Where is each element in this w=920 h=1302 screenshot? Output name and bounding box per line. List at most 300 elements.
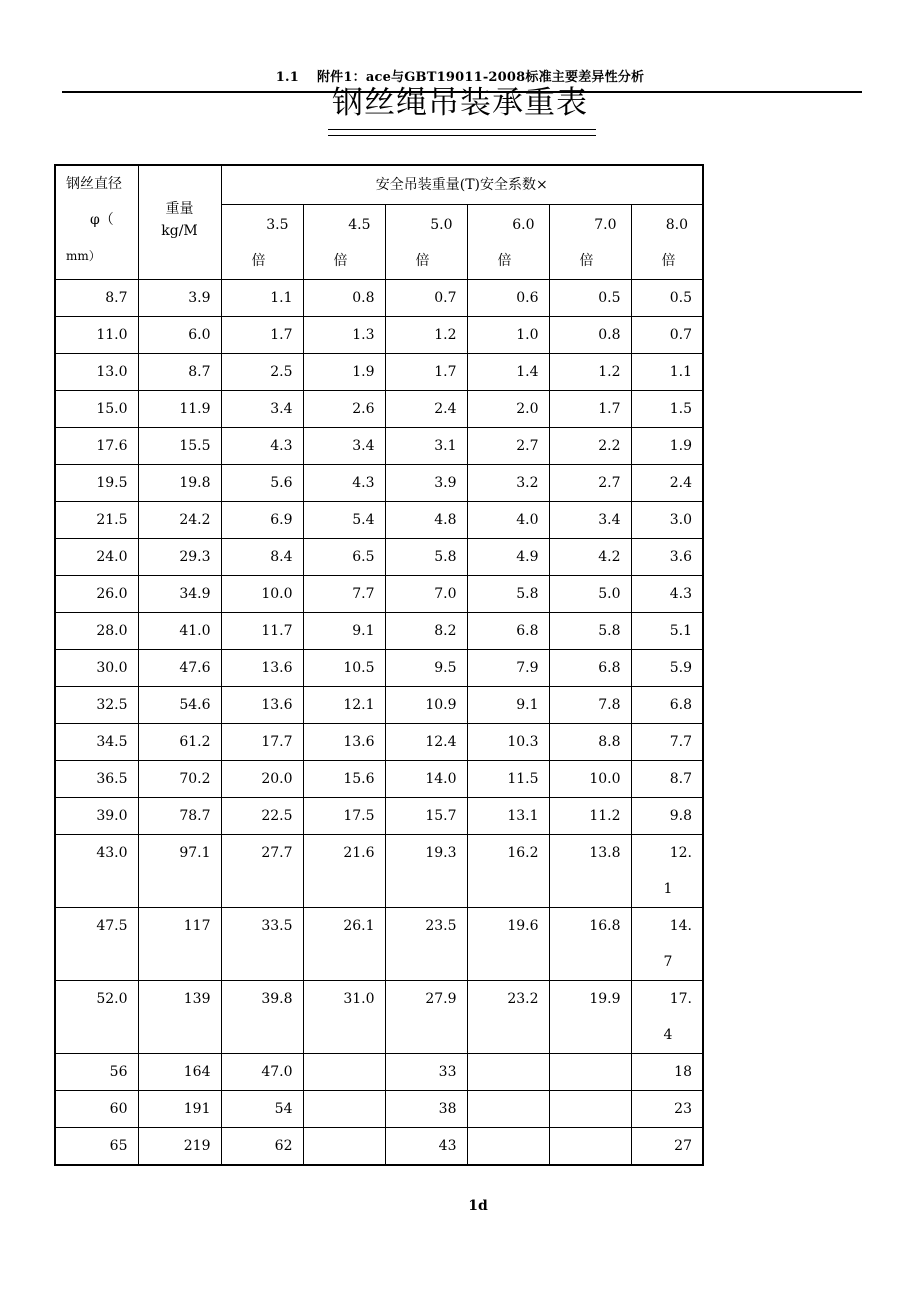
load-cell-value: 23.2 <box>507 991 539 1007</box>
diameter-cell-value: 47.5 <box>96 918 128 934</box>
header-factor-suffix: 倍 <box>333 253 348 269</box>
table-row <box>55 1091 703 1128</box>
load-cell-value: 3.4 <box>598 512 621 528</box>
load-cell-value: 0.8 <box>352 290 375 306</box>
load-cell-value: 21.6 <box>343 845 375 861</box>
load-cell-value: 8.8 <box>598 734 621 750</box>
load-cell-value: 43 <box>438 1138 457 1154</box>
load-cell <box>631 576 703 613</box>
load-table <box>54 164 704 1166</box>
header-group-label: 安全吊装重量(T)安全系数× <box>375 177 548 193</box>
load-cell-value: 0.7 <box>669 327 692 343</box>
weight-cell-value: 191 <box>183 1101 211 1117</box>
load-cell <box>631 428 703 465</box>
load-cell <box>467 761 549 798</box>
load-cell <box>631 502 703 539</box>
load-cell-value: 8.7 <box>669 771 692 787</box>
weight-cell <box>138 1054 221 1091</box>
weight-cell <box>138 280 221 317</box>
header-factor-cell <box>549 205 631 280</box>
diameter-cell <box>55 280 138 317</box>
load-cell <box>221 539 303 576</box>
diameter-cell-value: 26.0 <box>96 586 128 602</box>
table-row <box>55 465 703 502</box>
weight-cell <box>138 1128 221 1166</box>
load-cell <box>303 1128 385 1166</box>
diameter-cell-value: 11.0 <box>96 327 128 343</box>
load-cell <box>303 724 385 761</box>
load-cell-value: 3.1 <box>434 438 457 454</box>
load-cell-value: 27.9 <box>425 991 457 1007</box>
weight-cell <box>138 981 221 1054</box>
header-text: 附件1：ace与GBT19011-2008标准主要差异性分析 <box>316 70 645 85</box>
load-cell <box>303 317 385 354</box>
load-cell <box>549 761 631 798</box>
load-cell-value: 5.4 <box>352 512 375 528</box>
load-cell <box>549 650 631 687</box>
load-cell-value: 0.7 <box>434 290 457 306</box>
weight-cell-value: 34.9 <box>179 586 211 602</box>
load-cell <box>385 835 467 908</box>
load-cell-value: 4.3 <box>270 438 293 454</box>
load-cell-value: 1.7 <box>270 327 293 343</box>
diameter-cell <box>55 539 138 576</box>
load-cell <box>549 465 631 502</box>
load-cell <box>631 539 703 576</box>
load-cell-value: 15.7 <box>425 808 457 824</box>
load-cell-value: 2.7 <box>516 438 539 454</box>
load-cell-value: 38 <box>438 1101 457 1117</box>
load-cell-value: 23.5 <box>425 918 457 934</box>
load-cell <box>467 650 549 687</box>
weight-cell <box>138 798 221 835</box>
diameter-cell <box>55 502 138 539</box>
header-factor-suffix: 倍 <box>497 253 512 269</box>
weight-cell-value: 6.0 <box>188 327 211 343</box>
load-cell <box>303 1091 385 1128</box>
diameter-cell <box>55 687 138 724</box>
load-cell-value: 1.1 <box>270 290 293 306</box>
load-cell <box>385 576 467 613</box>
load-cell-value-part2: 1 <box>663 881 673 897</box>
table-row <box>55 391 703 428</box>
weight-cell-value: 78.7 <box>179 808 211 824</box>
load-cell <box>221 576 303 613</box>
load-cell-value: 1.3 <box>352 327 375 343</box>
load-cell-value: 33.5 <box>261 918 293 934</box>
diameter-cell <box>55 613 138 650</box>
load-cell <box>549 835 631 908</box>
load-cell <box>303 465 385 502</box>
table-row <box>55 908 703 981</box>
load-cell <box>221 687 303 724</box>
load-cell-value: 6.5 <box>352 549 375 565</box>
diameter-cell-value: 52.0 <box>96 991 128 1007</box>
load-cell-value: 7.9 <box>516 660 539 676</box>
load-cell <box>467 317 549 354</box>
load-cell <box>467 539 549 576</box>
diameter-cell <box>55 798 138 835</box>
weight-cell-value: 47.6 <box>179 660 211 676</box>
weight-cell-value: 8.7 <box>188 364 211 380</box>
load-cell <box>549 981 631 1054</box>
load-cell-value: 2.2 <box>598 438 621 454</box>
load-cell-value: 2.7 <box>598 475 621 491</box>
diameter-cell <box>55 391 138 428</box>
load-cell-value: 17.7 <box>261 734 293 750</box>
header-factor-cell <box>221 205 303 280</box>
load-cell <box>549 798 631 835</box>
load-cell-value: 12.4 <box>425 734 457 750</box>
load-cell <box>385 539 467 576</box>
load-cell <box>631 280 703 317</box>
load-cell-value: 9.1 <box>516 697 539 713</box>
load-cell-value-part1: 17. <box>669 991 692 1007</box>
diameter-cell-value: 8.7 <box>105 290 128 306</box>
load-cell-value: 5.6 <box>270 475 293 491</box>
load-cell-value: 5.1 <box>669 623 692 639</box>
load-cell <box>221 502 303 539</box>
load-cell-value: 2.6 <box>352 401 375 417</box>
load-cell-value: 10.0 <box>261 586 293 602</box>
diameter-cell <box>55 576 138 613</box>
load-cell <box>467 576 549 613</box>
load-cell <box>631 724 703 761</box>
table-row <box>55 502 703 539</box>
load-cell <box>303 650 385 687</box>
load-cell-value: 1.5 <box>669 401 692 417</box>
weight-cell-value: 54.6 <box>179 697 211 713</box>
load-cell-value: 1.4 <box>516 364 539 380</box>
load-cell-value: 19.6 <box>507 918 539 934</box>
load-cell <box>467 981 549 1054</box>
load-cell-value: 4.3 <box>352 475 375 491</box>
table-row <box>55 576 703 613</box>
load-cell <box>385 502 467 539</box>
table-row <box>55 613 703 650</box>
load-cell <box>385 613 467 650</box>
weight-cell <box>138 613 221 650</box>
load-cell <box>467 835 549 908</box>
load-cell-value: 62 <box>274 1138 293 1154</box>
diameter-cell <box>55 835 138 908</box>
load-cell <box>385 1128 467 1166</box>
weight-cell <box>138 391 221 428</box>
table-row <box>55 428 703 465</box>
load-cell-value: 16.2 <box>507 845 539 861</box>
load-cell-value: 5.0 <box>598 586 621 602</box>
table-row <box>55 981 703 1054</box>
page-title: 钢丝绳吊装承重表 <box>332 85 588 121</box>
load-cell-value: 3.9 <box>434 475 457 491</box>
load-cell <box>385 391 467 428</box>
load-cell <box>385 650 467 687</box>
header-factor-value: 5.0 <box>430 217 453 233</box>
load-cell <box>385 908 467 981</box>
diameter-cell-value: 39.0 <box>96 808 128 824</box>
load-cell <box>467 280 549 317</box>
load-cell-value: 3.4 <box>270 401 293 417</box>
load-cell <box>467 1091 549 1128</box>
load-cell <box>549 576 631 613</box>
diameter-cell-value: 15.0 <box>96 401 128 417</box>
load-cell-value: 31.0 <box>343 991 375 1007</box>
load-cell-value: 5.8 <box>598 623 621 639</box>
weight-cell-value: 3.9 <box>188 290 211 306</box>
load-cell <box>221 465 303 502</box>
weight-cell <box>138 687 221 724</box>
load-cell-value: 0.5 <box>598 290 621 306</box>
table-row <box>55 280 703 317</box>
load-cell-value: 7.0 <box>434 586 457 602</box>
diameter-cell-value: 19.5 <box>96 475 128 491</box>
load-cell-value: 5.9 <box>669 660 692 676</box>
load-cell-value: 27 <box>674 1138 692 1154</box>
load-cell <box>549 354 631 391</box>
weight-cell-value: 41.0 <box>179 623 211 639</box>
load-cell-value: 13.8 <box>589 845 621 861</box>
table-row <box>55 539 703 576</box>
diameter-cell <box>55 317 138 354</box>
load-cell-value: 2.0 <box>516 401 539 417</box>
load-cell-value: 19.3 <box>425 845 457 861</box>
load-cell-value: 1.9 <box>352 364 375 380</box>
load-cell <box>467 908 549 981</box>
load-cell-value: 13.1 <box>507 808 539 824</box>
load-cell <box>303 502 385 539</box>
load-cell <box>549 1128 631 1166</box>
load-cell <box>303 280 385 317</box>
load-cell <box>385 465 467 502</box>
page-number: 1d <box>468 1198 488 1214</box>
load-cell <box>467 391 549 428</box>
load-cell <box>221 650 303 687</box>
header-weight-unit: kg/M <box>161 223 198 239</box>
load-cell-value: 9.8 <box>669 808 692 824</box>
load-cell-value: 1.2 <box>434 327 457 343</box>
header-factor-cell <box>467 205 549 280</box>
load-cell-value: 17.5 <box>343 808 375 824</box>
weight-cell-value: 11.9 <box>179 401 211 417</box>
load-cell-value: 7.7 <box>669 734 692 750</box>
load-cell-value: 12.1 <box>343 697 375 713</box>
table-row <box>55 317 703 354</box>
load-cell <box>631 391 703 428</box>
load-cell <box>467 465 549 502</box>
load-cell-value: 20.0 <box>261 771 293 787</box>
load-cell <box>549 391 631 428</box>
diameter-cell-value: 56 <box>109 1064 128 1080</box>
diameter-cell-value: 28.0 <box>96 623 128 639</box>
header-diameter-label: 钢丝直径 <box>66 176 122 192</box>
load-cell <box>631 354 703 391</box>
load-cell-value: 3.4 <box>352 438 375 454</box>
load-cell-value: 4.3 <box>669 586 692 602</box>
load-cell <box>303 391 385 428</box>
weight-cell-value: 117 <box>183 918 211 934</box>
header-factor-suffix: 倍 <box>579 253 594 269</box>
load-cell-value: 0.5 <box>669 290 692 306</box>
weight-cell <box>138 835 221 908</box>
load-cell <box>467 428 549 465</box>
load-cell <box>303 908 385 981</box>
load-cell-value: 47.0 <box>261 1064 293 1080</box>
load-cell <box>467 724 549 761</box>
header-factor-value: 8.0 <box>665 217 688 233</box>
load-cell-value: 9.5 <box>434 660 457 676</box>
header-factor-cell <box>631 205 703 280</box>
load-cell-value: 11.5 <box>507 771 539 787</box>
load-cell <box>303 835 385 908</box>
load-cell <box>385 354 467 391</box>
weight-cell <box>138 650 221 687</box>
load-cell <box>221 391 303 428</box>
weight-cell <box>138 539 221 576</box>
weight-cell-value: 219 <box>183 1138 211 1154</box>
load-cell-value: 1.7 <box>598 401 621 417</box>
load-cell-value: 1.9 <box>669 438 692 454</box>
load-cell <box>467 798 549 835</box>
header-factor-suffix: 倍 <box>661 253 676 269</box>
load-cell <box>221 317 303 354</box>
weight-cell-value: 61.2 <box>179 734 211 750</box>
diameter-cell <box>55 465 138 502</box>
weight-cell <box>138 1091 221 1128</box>
load-cell-value: 16.8 <box>589 918 621 934</box>
load-cell-value: 6.9 <box>270 512 293 528</box>
load-cell-value: 33 <box>438 1064 457 1080</box>
load-cell-value-part1: 12. <box>669 845 692 861</box>
header-factor-value: 3.5 <box>266 217 289 233</box>
load-cell <box>631 687 703 724</box>
load-cell <box>549 428 631 465</box>
load-cell-value: 7.7 <box>352 586 375 602</box>
load-cell <box>221 761 303 798</box>
load-cell-value-part1: 14. <box>669 918 692 934</box>
load-cell <box>631 798 703 835</box>
diameter-cell-value: 17.6 <box>96 438 128 454</box>
diameter-cell-value: 32.5 <box>96 697 128 713</box>
load-cell <box>467 502 549 539</box>
load-cell <box>303 576 385 613</box>
weight-cell <box>138 908 221 981</box>
load-cell-value: 22.5 <box>261 808 293 824</box>
table-row <box>55 798 703 835</box>
header-weight-cell <box>138 165 221 280</box>
weight-cell <box>138 428 221 465</box>
load-cell-value: 6.8 <box>598 660 621 676</box>
load-cell <box>221 1128 303 1166</box>
table-row <box>55 1054 703 1091</box>
load-cell-value: 0.6 <box>516 290 539 306</box>
load-cell-value: 18 <box>674 1064 692 1080</box>
load-cell <box>385 317 467 354</box>
diameter-cell <box>55 428 138 465</box>
header-diameter-unit-a: φ（ <box>90 212 114 228</box>
load-cell <box>303 1054 385 1091</box>
load-cell-value: 6.8 <box>516 623 539 639</box>
load-cell-value: 10.5 <box>343 660 375 676</box>
load-cell-value: 1.2 <box>598 364 621 380</box>
load-cell <box>549 1054 631 1091</box>
load-cell-value: 0.8 <box>598 327 621 343</box>
table-row <box>55 687 703 724</box>
weight-cell-value: 15.5 <box>179 438 211 454</box>
load-cell <box>549 908 631 981</box>
weight-cell-value: 70.2 <box>179 771 211 787</box>
load-cell-value: 2.5 <box>270 364 293 380</box>
diameter-cell <box>55 724 138 761</box>
load-cell <box>221 798 303 835</box>
load-cell <box>385 428 467 465</box>
weight-cell-value: 29.3 <box>179 549 211 565</box>
load-cell <box>467 1128 549 1166</box>
header-diameter-unit-b: mm） <box>66 249 101 263</box>
load-cell <box>631 835 703 908</box>
header-factor-suffix: 倍 <box>415 253 430 269</box>
load-cell <box>385 798 467 835</box>
load-cell-value: 54 <box>274 1101 293 1117</box>
diameter-cell-value: 43.0 <box>96 845 128 861</box>
diameter-cell-value: 24.0 <box>96 549 128 565</box>
header-section-number: 1.1 <box>275 70 299 85</box>
load-cell <box>303 687 385 724</box>
diameter-cell-value: 13.0 <box>96 364 128 380</box>
load-cell-value: 15.6 <box>343 771 375 787</box>
header-factor-cell <box>385 205 467 280</box>
load-cell <box>631 1128 703 1166</box>
load-cell <box>549 317 631 354</box>
load-cell <box>631 1091 703 1128</box>
diameter-cell <box>55 650 138 687</box>
load-cell <box>467 1054 549 1091</box>
load-cell <box>221 724 303 761</box>
weight-cell-value: 164 <box>183 1064 211 1080</box>
load-cell-value: 8.2 <box>434 623 457 639</box>
weight-cell <box>138 761 221 798</box>
load-cell <box>385 1091 467 1128</box>
table-row <box>55 1128 703 1166</box>
load-cell <box>467 613 549 650</box>
load-cell <box>385 280 467 317</box>
load-cell <box>631 613 703 650</box>
load-cell <box>221 1054 303 1091</box>
load-cell <box>631 908 703 981</box>
diameter-cell <box>55 1054 138 1091</box>
load-cell-value-part2: 4 <box>663 1027 673 1043</box>
load-cell-value: 26.1 <box>343 918 375 934</box>
load-cell <box>549 687 631 724</box>
load-cell <box>549 280 631 317</box>
load-cell-value: 39.8 <box>261 991 293 1007</box>
load-cell <box>631 981 703 1054</box>
load-cell-value: 3.2 <box>516 475 539 491</box>
load-cell <box>385 981 467 1054</box>
load-cell <box>221 835 303 908</box>
load-cell <box>221 981 303 1054</box>
weight-cell <box>138 354 221 391</box>
load-cell-value: 23 <box>674 1101 692 1117</box>
load-cell <box>385 761 467 798</box>
load-cell-value: 1.7 <box>434 364 457 380</box>
load-cell-value: 13.6 <box>343 734 375 750</box>
diameter-cell <box>55 981 138 1054</box>
load-cell <box>549 539 631 576</box>
diameter-cell-value: 21.5 <box>96 512 128 528</box>
load-cell <box>631 650 703 687</box>
load-cell <box>221 613 303 650</box>
load-cell-value: 4.2 <box>598 549 621 565</box>
